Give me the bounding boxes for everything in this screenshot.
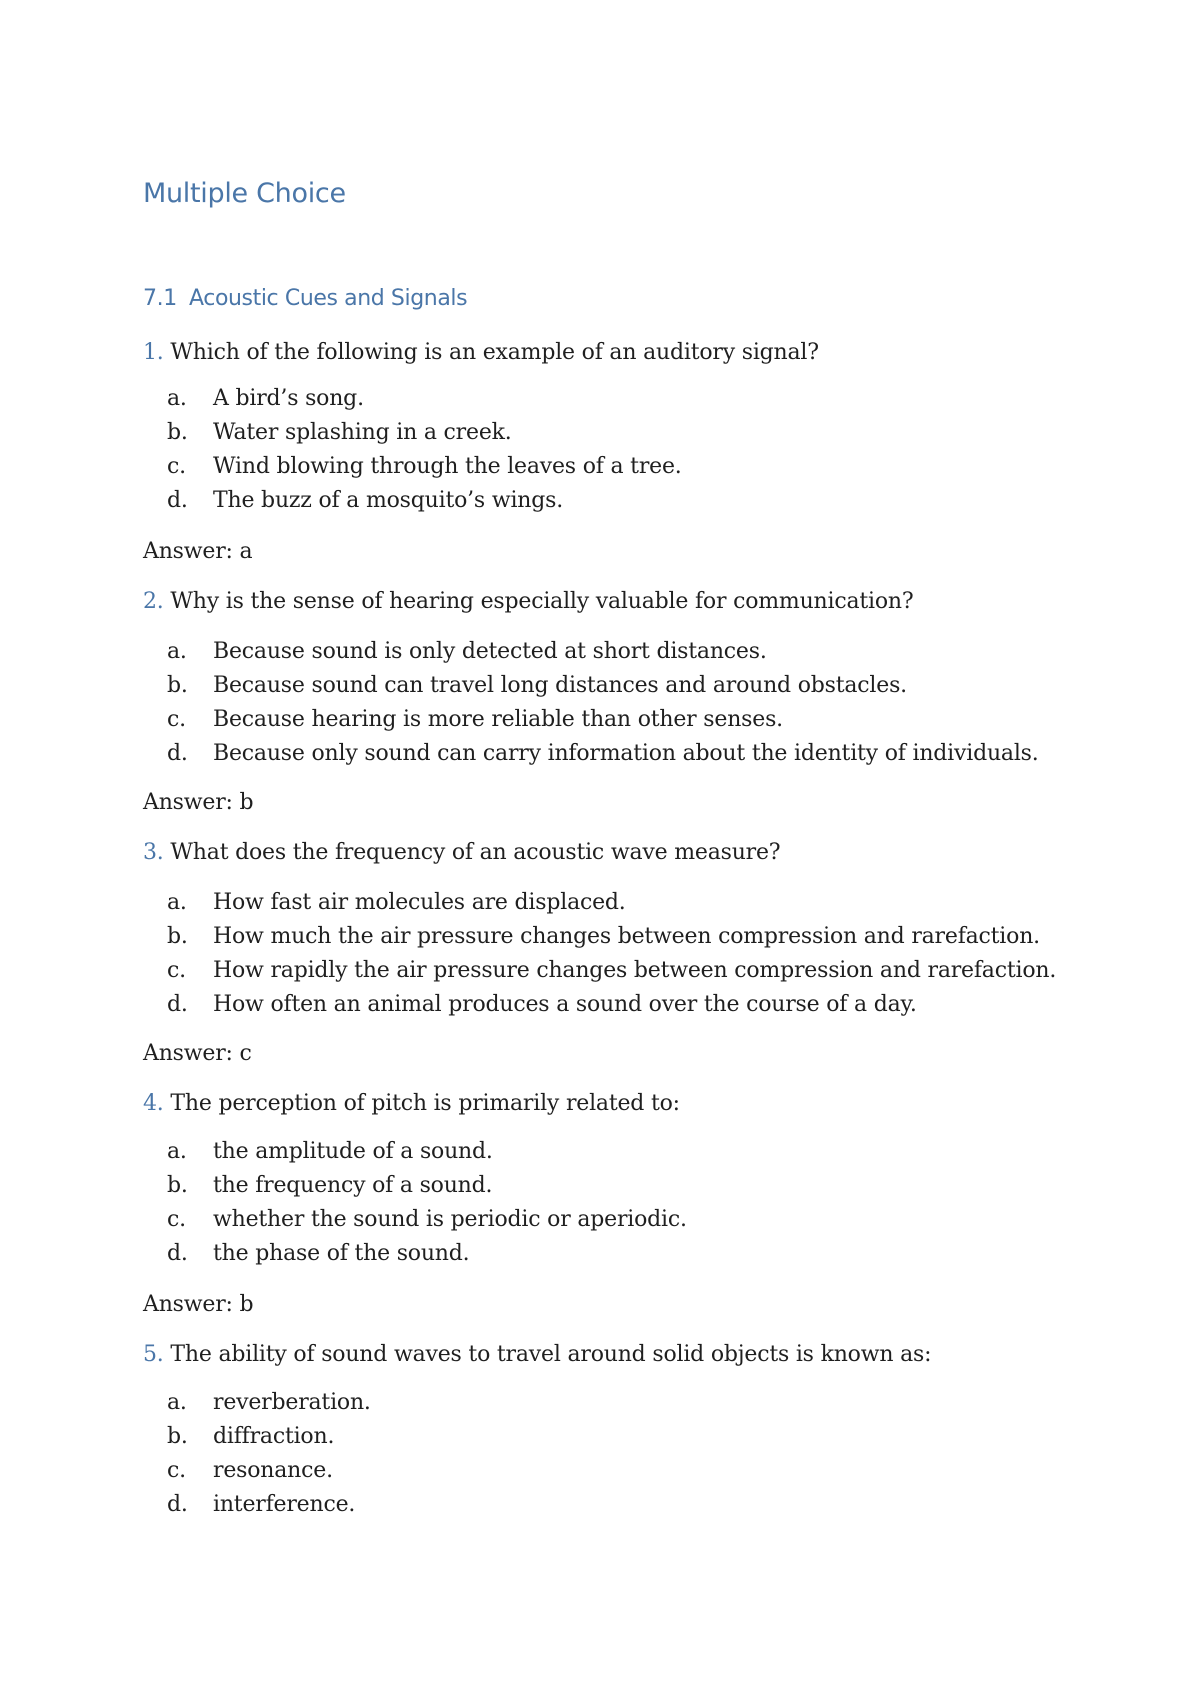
option-b: [143, 922, 1043, 956]
option-text: Because sound can travel long distances and around obstacles.: [213, 673, 907, 698]
option-c: [143, 1205, 1043, 1239]
option-letter: d.: [167, 1241, 188, 1266]
question-1: [143, 338, 1043, 520]
option-d: [143, 739, 1043, 773]
option-c: [143, 1456, 1043, 1490]
option-letter: b.: [167, 673, 188, 698]
question-number: 3.: [143, 840, 164, 865]
answer-3: Answer: c: [143, 1041, 252, 1066]
section-title: Acoustic Cues and Signals: [189, 286, 468, 311]
option-letter: a.: [167, 639, 187, 664]
section-number: 7.1: [143, 286, 177, 311]
option-b: [143, 418, 1043, 452]
question-number: 2.: [143, 589, 164, 614]
option-b: [143, 1422, 1043, 1456]
option-text: How fast air molecules are displaced.: [213, 890, 626, 915]
option-letter: c.: [167, 454, 186, 479]
option-letter: b.: [167, 1424, 188, 1449]
option-text: the frequency of a sound.: [213, 1173, 493, 1198]
option-letter: a.: [167, 1139, 187, 1164]
option-letter: b.: [167, 420, 188, 445]
option-letter: c.: [167, 1458, 186, 1483]
option-text: Because only sound can carry information about the identity of individuals.: [213, 741, 1039, 766]
option-letter: b.: [167, 924, 188, 949]
question-stem: The ability of sound waves to travel around solid objects is known as:: [170, 1342, 932, 1367]
option-b: [143, 1171, 1043, 1205]
option-text: the phase of the sound.: [213, 1241, 470, 1266]
option-d: [143, 990, 1043, 1024]
answer-4: Answer: b: [143, 1292, 254, 1317]
option-a: [143, 384, 1043, 418]
section-heading: [143, 286, 467, 311]
question-stem: What does the frequency of an acoustic wave measure?: [170, 840, 781, 865]
option-letter: d.: [167, 741, 188, 766]
option-letter: a.: [167, 890, 187, 915]
option-c: [143, 452, 1043, 486]
option-text: Wind blowing through the leaves of a tree.: [213, 454, 682, 479]
question-text: [143, 1340, 1043, 1370]
question-3: [143, 838, 1057, 1024]
option-letter: d.: [167, 1492, 188, 1517]
question-stem: The perception of pitch is primarily related to:: [170, 1091, 680, 1116]
options-list: [143, 1388, 1043, 1524]
option-text: reverberation.: [213, 1390, 371, 1415]
question-text: [143, 587, 1043, 617]
option-d: [143, 1239, 1043, 1273]
options-list: [143, 1137, 1043, 1273]
option-letter: c.: [167, 707, 186, 732]
question-number: 1.: [143, 340, 164, 365]
option-text: resonance.: [213, 1458, 333, 1483]
option-letter: a.: [167, 386, 187, 411]
options-list: [143, 384, 1043, 520]
question-text: [143, 1089, 1043, 1119]
page-title: Multiple Choice: [143, 178, 346, 209]
option-a: [143, 888, 1043, 922]
option-text: How rapidly the air pressure changes between compression and rarefaction.: [213, 958, 1057, 983]
option-d: [143, 1490, 1043, 1524]
option-text: A bird’s song.: [213, 386, 364, 411]
option-letter: d.: [167, 992, 188, 1017]
options-list: [143, 888, 1057, 1024]
option-text: The buzz of a mosquito’s wings.: [213, 488, 564, 513]
question-2: [143, 587, 1043, 773]
option-text: How much the air pressure changes between compression and rarefaction.: [213, 924, 1040, 949]
option-text: interference.: [213, 1492, 356, 1517]
option-text: How often an animal produces a sound over the course of a day.: [213, 992, 917, 1017]
question-number: 4.: [143, 1091, 164, 1116]
option-c: [143, 705, 1043, 739]
option-a: [143, 1388, 1043, 1422]
question-text: [143, 838, 1043, 868]
question-stem: Why is the sense of hearing especially valuable for communication?: [170, 589, 914, 614]
question-text: [143, 338, 1043, 368]
option-text: diffraction.: [213, 1424, 335, 1449]
option-text: whether the sound is periodic or aperiodic.: [213, 1207, 687, 1232]
option-c: [143, 956, 1057, 990]
option-text: Because hearing is more reliable than other senses.: [213, 707, 783, 732]
question-4: [143, 1089, 1043, 1273]
option-text: Because sound is only detected at short distances.: [213, 639, 767, 664]
option-text: the amplitude of a sound.: [213, 1139, 493, 1164]
option-letter: d.: [167, 488, 188, 513]
answer-2: Answer: b: [143, 790, 254, 815]
question-stem: Which of the following is an example of an auditory signal?: [170, 340, 819, 365]
option-letter: c.: [167, 1207, 186, 1232]
option-text: Water splashing in a creek.: [213, 420, 512, 445]
options-list: [143, 637, 1043, 773]
question-5: [143, 1340, 1043, 1524]
option-letter: c.: [167, 958, 186, 983]
option-a: [143, 637, 1043, 671]
option-a: [143, 1137, 1043, 1171]
answer-1: Answer: a: [143, 539, 253, 564]
option-letter: a.: [167, 1390, 187, 1415]
question-number: 5.: [143, 1342, 164, 1367]
option-letter: b.: [167, 1173, 188, 1198]
option-b: [143, 671, 1043, 705]
option-d: [143, 486, 1043, 520]
